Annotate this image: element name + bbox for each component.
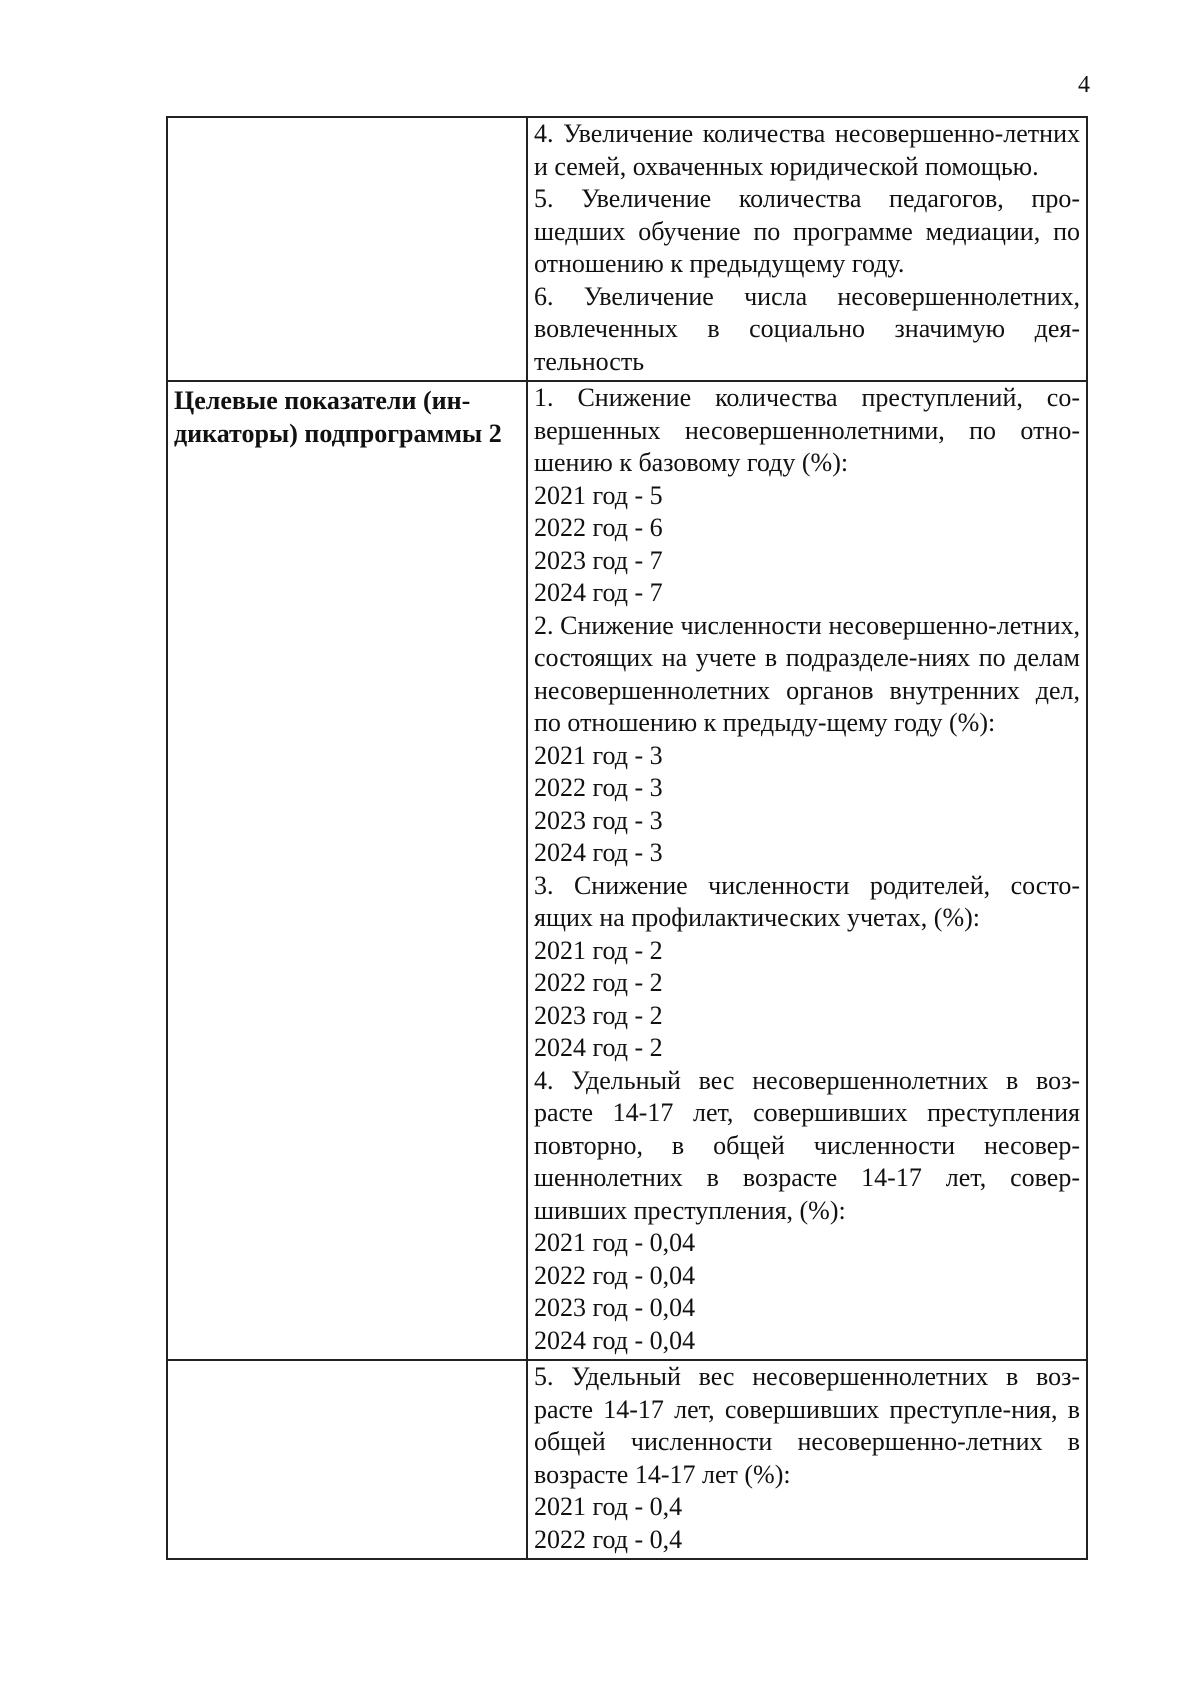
indicator-year-value: 2021 год - 5: [534, 480, 663, 510]
indicator-year-value: 2023 год - 3: [534, 805, 663, 835]
indicator-year-value: 2024 год - 3: [534, 838, 663, 867]
indicator-text: 2. Снижение численности несовершенно-летних, состоящих на учете в подразделе-ниях по делам несовершеннолетних органов внутренних дел, по отношению к предыду-щему году (%):: [534, 610, 1080, 737]
label-cell: [167, 381, 527, 1360]
passport-table: [166, 116, 1088, 1560]
indicator-year-value: 2022 год - 0,04: [534, 1260, 696, 1290]
indicator-year-value: 2021 год - 3: [534, 740, 663, 770]
indicator-year-value: 2022 год - 2: [534, 968, 663, 997]
indicator-text: 1. Снижение количества преступлений, со-вершенных несовершеннолетними, по отно-шению к базовому году (%):: [534, 383, 1080, 477]
indicator-year-value: 2022 год - 0,4: [534, 1524, 683, 1554]
table-row: [167, 117, 1087, 381]
label-cell: [167, 1360, 527, 1559]
paragraph: 5. Увеличение количества педагогов, про-шедших обучение по программе медиации, по отношению к предыдущему году.: [534, 184, 1080, 278]
row-label: Целевые показатели (ин-дикаторы) подпрограммы 2: [174, 386, 502, 448]
indicator-year-value: 2021 год - 0,04: [534, 1228, 696, 1257]
paragraph: 6. Увеличение числа несовершеннолетних, вовлеченных в социально значимую дея-тельность: [534, 281, 1080, 376]
indicator-text: 4. Удельный вес несовершеннолетних в воз-расте 14-17 лет, совершивших преступления повторно, в общей численности несовер-шеннолетних в возрасте 14-17 лет, совер-шивших преступления, (%):: [534, 1065, 1080, 1225]
row-label: [174, 118, 520, 121]
indicator-year-value: 2021 год - 0,4: [534, 1492, 683, 1521]
indicator-year-value: 2023 год - 7: [534, 545, 663, 575]
indicator-year-value: 2024 год - 2: [534, 1033, 663, 1062]
label-cell: [167, 117, 527, 381]
row-label: [174, 1361, 520, 1364]
paragraph: 4. Увеличение количества несовершенно-летних и семей, охваченных юридической помощью.: [534, 119, 1080, 181]
indicator-year-value: 2022 год - 3: [534, 773, 663, 802]
page-number: 4: [1078, 72, 1090, 98]
indicator-year-value: 2023 год - 2: [534, 1000, 663, 1030]
indicator-text: 5. Удельный вес несовершеннолетних в воз-расте 14-17 лет, совершивших преступле-ния, в общей численности несовершенно-летних в возрасте 14-17 лет (%):: [534, 1362, 1080, 1489]
content-cell: [527, 381, 1087, 1360]
indicator-year-value: 2023 год - 0,04: [534, 1293, 696, 1322]
indicator-year-value: 2024 год - 0,04: [534, 1325, 696, 1355]
content-cell: [527, 117, 1087, 381]
indicator-year-value: 2022 год - 6: [534, 513, 663, 542]
table-row: [167, 1360, 1087, 1559]
indicator-year-value: 2021 год - 2: [534, 935, 663, 965]
indicator-year-value: 2024 год - 7: [534, 578, 663, 607]
table-row: [167, 381, 1087, 1360]
indicator-text: 3. Снижение численности родителей, состо-ящих на профилактических учетах, (%):: [534, 870, 1080, 932]
content-cell: [527, 1360, 1087, 1559]
